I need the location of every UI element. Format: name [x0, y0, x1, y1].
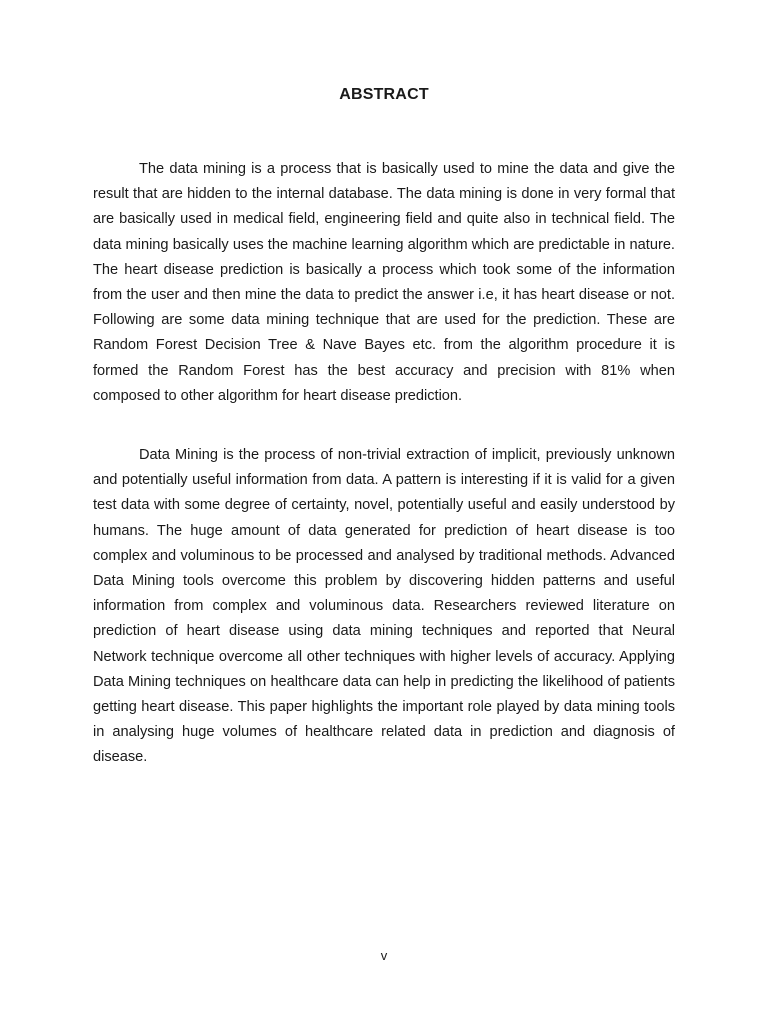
paragraph-text: The data mining is a process that is basically used to mine the data and give the result that are hidden to the internal database. The data mining is done in very formal that are basically used in medical field, engineering field and quite also in technical field. The data mining basically uses the machine learning algorithm which are predictable in nature. The heart disease prediction is basically a process which took some of the information from the user and then mine the data to predict the answer i.e, it has heart disease or not. Following are some data mining technique that are used for the prediction. These are Random Forest Decision Tree & Nave Bayes etc. from the algorithm procedure it is formed the Random Forest has the best accuracy and precision with 81% when composed to other algorithm for heart disease prediction.	[93, 161, 675, 404]
abstract-paragraph-2	[93, 443, 675, 771]
page-number: v	[380, 948, 388, 963]
page-title: ABSTRACT	[339, 86, 429, 103]
abstract-paragraph-1	[93, 157, 675, 409]
paragraph-text: Data Mining is the process of non-trivial extraction of implicit, previously unknown and potentially useful information from data. A pattern is interesting if it is valid for a given test data with some degree of certainty, novel, potentially useful and easily understood by humans. The huge amount of data generated for prediction of heart disease is too complex and voluminous to be processed and analysed by traditional methods. Advanced Data Mining tools overcome this problem by discovering hidden patterns and useful information from complex and voluminous data. Researchers reviewed literature on prediction of heart disease using data mining techniques and reported that Neural Network technique overcome all other techniques with higher levels of accuracy. Applying Data Mining techniques on healthcare data can help in predicting the likelihood of patients getting heart disease. This paper highlights the important role played by data mining tools in analysing huge volumes of healthcare related data in prediction and diagnosis of disease.	[93, 447, 675, 766]
